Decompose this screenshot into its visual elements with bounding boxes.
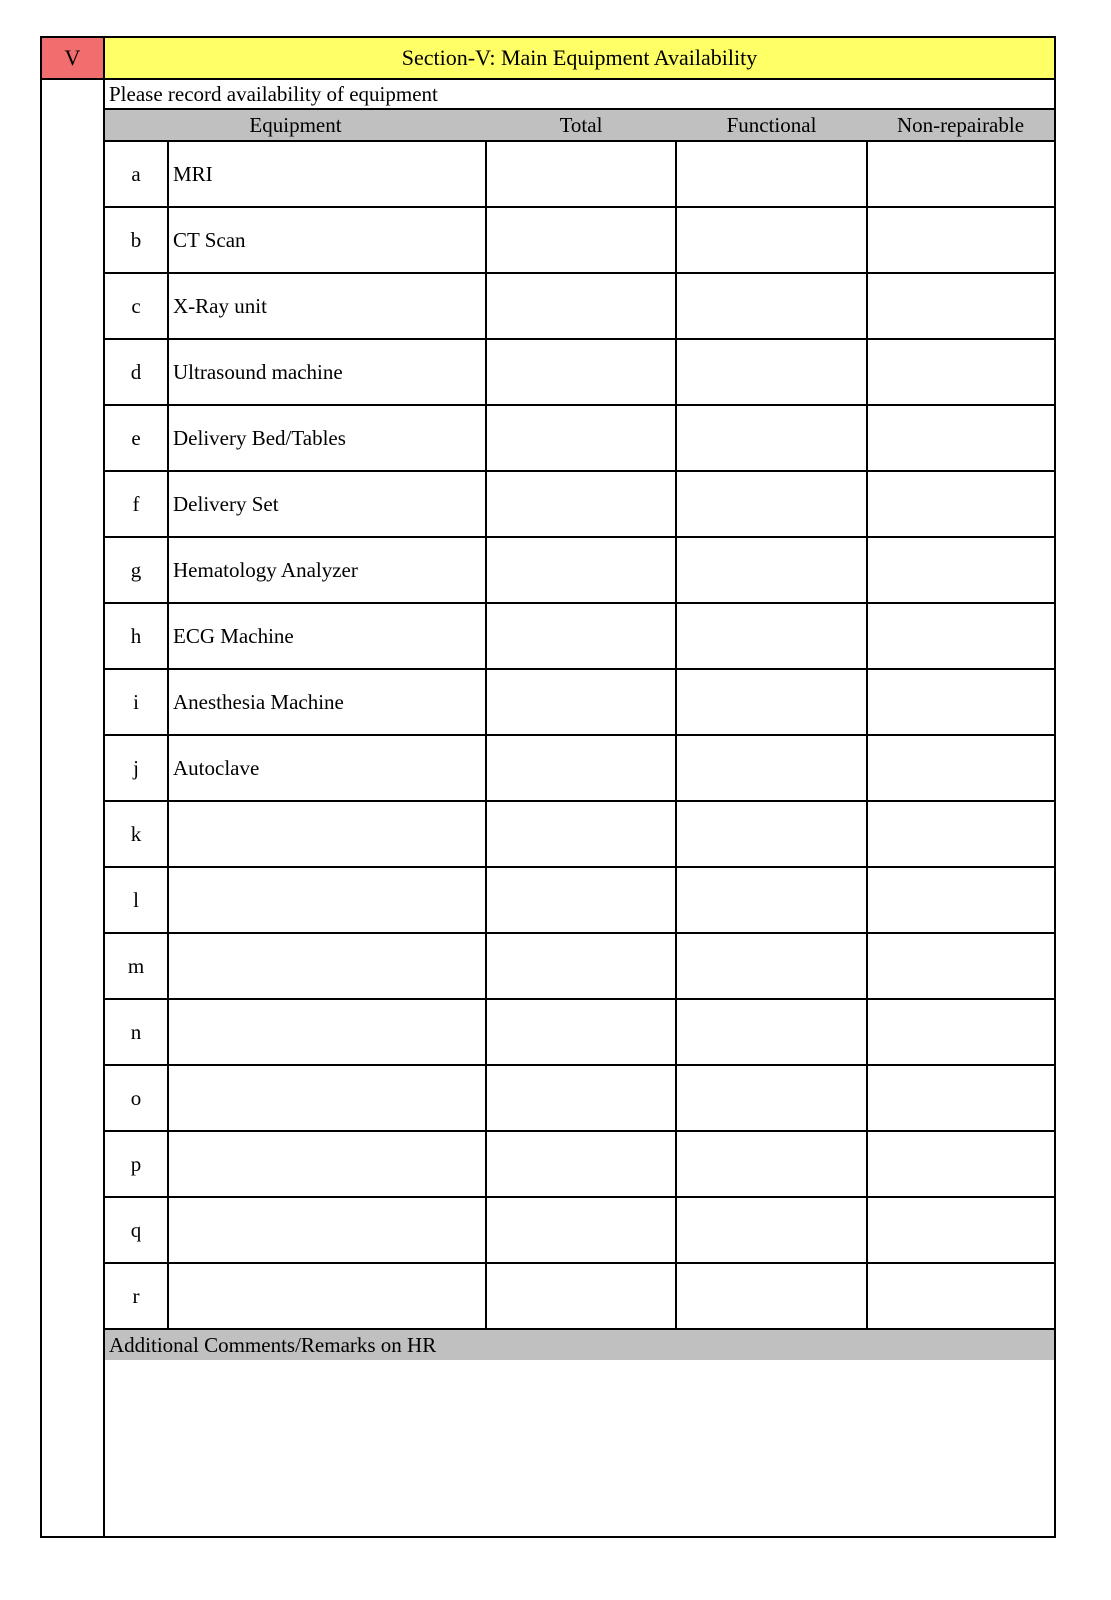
equipment-form: [40, 36, 1056, 1538]
functional-cell[interactable]: [676, 405, 867, 471]
total-cell[interactable]: [486, 999, 676, 1065]
row-letter: o: [105, 1065, 168, 1131]
row-letter: b: [105, 207, 168, 273]
row-letter: r: [105, 1263, 168, 1329]
functional-cell[interactable]: [676, 603, 867, 669]
row-letter: e: [105, 405, 168, 471]
row-letter: n: [105, 999, 168, 1065]
header-functional: Functional: [676, 110, 867, 141]
total-cell[interactable]: [486, 933, 676, 999]
non-repairable-cell[interactable]: [867, 1065, 1054, 1131]
form-body: [105, 38, 1054, 1536]
equipment-name-cell[interactable]: [168, 1263, 486, 1329]
equipment-name-cell[interactable]: Ultrasound machine: [168, 339, 486, 405]
row-letter: h: [105, 603, 168, 669]
total-cell[interactable]: [486, 867, 676, 933]
table-header-row: [105, 110, 1054, 141]
row-letter: a: [105, 141, 168, 207]
functional-cell[interactable]: [676, 339, 867, 405]
table-row: [105, 999, 1054, 1065]
functional-cell[interactable]: [676, 867, 867, 933]
equipment-table: [105, 110, 1054, 1330]
comments-label: Additional Comments/Remarks on HR: [105, 1330, 1054, 1360]
functional-cell[interactable]: [676, 141, 867, 207]
equipment-name-cell[interactable]: [168, 999, 486, 1065]
table-row: [105, 1197, 1054, 1263]
functional-cell[interactable]: [676, 1065, 867, 1131]
row-letter: j: [105, 735, 168, 801]
equipment-name-cell[interactable]: Autoclave: [168, 735, 486, 801]
section-number-column: [42, 38, 105, 1536]
header-non-repairable: Non-repairable: [867, 110, 1054, 141]
row-letter: i: [105, 669, 168, 735]
table-row: [105, 207, 1054, 273]
table-row: [105, 1131, 1054, 1197]
total-cell[interactable]: [486, 1131, 676, 1197]
row-letter: d: [105, 339, 168, 405]
section-title: Section-V: Main Equipment Availability: [105, 38, 1054, 80]
non-repairable-cell[interactable]: [867, 405, 1054, 471]
table-row: [105, 933, 1054, 999]
total-cell[interactable]: [486, 1197, 676, 1263]
functional-cell[interactable]: [676, 273, 867, 339]
non-repairable-cell[interactable]: [867, 1263, 1054, 1329]
table-row: [105, 735, 1054, 801]
comments-textarea[interactable]: [105, 1366, 1054, 1536]
functional-cell[interactable]: [676, 735, 867, 801]
functional-cell[interactable]: [676, 1263, 867, 1329]
table-row: [105, 669, 1054, 735]
table-row: [105, 867, 1054, 933]
total-cell[interactable]: [486, 537, 676, 603]
row-letter: q: [105, 1197, 168, 1263]
table-row: [105, 1263, 1054, 1329]
equipment-name-cell[interactable]: [168, 1065, 486, 1131]
row-letter: m: [105, 933, 168, 999]
table-body: [105, 141, 1054, 1329]
total-cell[interactable]: [486, 735, 676, 801]
functional-cell[interactable]: [676, 999, 867, 1065]
table-row: [105, 141, 1054, 207]
section-number: V: [42, 38, 103, 80]
total-cell[interactable]: [486, 669, 676, 735]
equipment-name-cell[interactable]: Delivery Bed/Tables: [168, 405, 486, 471]
non-repairable-cell[interactable]: [867, 471, 1054, 537]
non-repairable-cell[interactable]: [867, 999, 1054, 1065]
non-repairable-cell[interactable]: [867, 339, 1054, 405]
non-repairable-cell[interactable]: [867, 207, 1054, 273]
non-repairable-cell[interactable]: [867, 801, 1054, 867]
equipment-name-cell[interactable]: X-Ray unit: [168, 273, 486, 339]
row-letter: p: [105, 1131, 168, 1197]
total-cell[interactable]: [486, 1263, 676, 1329]
table-row: [105, 339, 1054, 405]
functional-cell[interactable]: [676, 933, 867, 999]
functional-cell[interactable]: [676, 669, 867, 735]
equipment-name-cell[interactable]: Delivery Set: [168, 471, 486, 537]
equipment-name-cell[interactable]: [168, 1131, 486, 1197]
functional-cell[interactable]: [676, 471, 867, 537]
non-repairable-cell[interactable]: [867, 141, 1054, 207]
header-total: Total: [486, 110, 676, 141]
row-letter: k: [105, 801, 168, 867]
total-cell[interactable]: [486, 471, 676, 537]
equipment-name-cell[interactable]: Anesthesia Machine: [168, 669, 486, 735]
non-repairable-cell[interactable]: [867, 1131, 1054, 1197]
functional-cell[interactable]: [676, 1197, 867, 1263]
total-cell[interactable]: [486, 801, 676, 867]
functional-cell[interactable]: [676, 1131, 867, 1197]
total-cell[interactable]: [486, 339, 676, 405]
functional-cell[interactable]: [676, 801, 867, 867]
equipment-name-cell[interactable]: [168, 933, 486, 999]
equipment-name-cell[interactable]: [168, 867, 486, 933]
row-letter: g: [105, 537, 168, 603]
equipment-name-cell[interactable]: MRI: [168, 141, 486, 207]
equipment-name-cell[interactable]: Hematology Analyzer: [168, 537, 486, 603]
functional-cell[interactable]: [676, 537, 867, 603]
total-cell[interactable]: [486, 405, 676, 471]
row-letter: l: [105, 867, 168, 933]
instruction-text: Please record availability of equipment: [105, 80, 1054, 110]
table-row: [105, 273, 1054, 339]
non-repairable-cell[interactable]: [867, 867, 1054, 933]
total-cell[interactable]: [486, 1065, 676, 1131]
non-repairable-cell[interactable]: [867, 735, 1054, 801]
non-repairable-cell[interactable]: [867, 933, 1054, 999]
non-repairable-cell[interactable]: [867, 669, 1054, 735]
table-row: [105, 405, 1054, 471]
equipment-name-cell[interactable]: ECG Machine: [168, 603, 486, 669]
non-repairable-cell[interactable]: [867, 603, 1054, 669]
functional-cell[interactable]: [676, 207, 867, 273]
total-cell[interactable]: [486, 207, 676, 273]
total-cell[interactable]: [486, 141, 676, 207]
table-row: [105, 537, 1054, 603]
table-row: [105, 603, 1054, 669]
non-repairable-cell[interactable]: [867, 273, 1054, 339]
table-row: [105, 471, 1054, 537]
non-repairable-cell[interactable]: [867, 537, 1054, 603]
equipment-name-cell[interactable]: CT Scan: [168, 207, 486, 273]
table-row: [105, 1065, 1054, 1131]
table-row: [105, 801, 1054, 867]
header-equipment: Equipment: [105, 110, 486, 141]
equipment-name-cell[interactable]: [168, 1197, 486, 1263]
row-letter: c: [105, 273, 168, 339]
row-letter: f: [105, 471, 168, 537]
non-repairable-cell[interactable]: [867, 1197, 1054, 1263]
total-cell[interactable]: [486, 603, 676, 669]
equipment-name-cell[interactable]: [168, 801, 486, 867]
total-cell[interactable]: [486, 273, 676, 339]
